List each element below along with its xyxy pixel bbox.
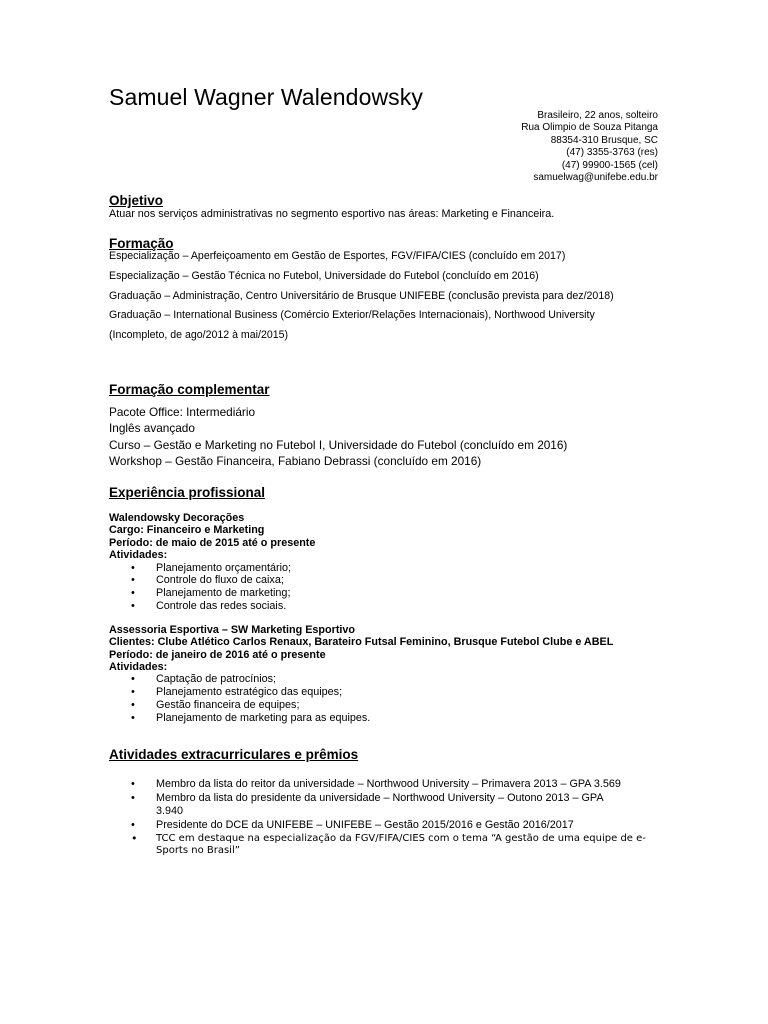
- complementary-section: [109, 382, 669, 470]
- contact-city: 88354-310 Brusque, SC: [550, 134, 658, 146]
- list-item: • Presidente do DCE da UNIFEBE – UNIFEBE – Gestão 2015/2016 e Gestão 2016/2017: [109, 819, 661, 832]
- extracurricular-heading: Atividades extracurriculares e prêmios: [109, 747, 359, 762]
- list-item: • Captação de patrocínios;: [109, 673, 669, 686]
- education-item: Graduação – International Business (Comércio Exterior/Relações Internacionais), Northwood University (Incompleto, de ago/2012 à mai/2015): [109, 309, 595, 342]
- list-item: • Controle do fluxo de caixa;: [109, 574, 669, 587]
- job-activities-label: Atividades:: [109, 661, 168, 674]
- complementary-heading: Formação complementar: [109, 382, 270, 397]
- job-company: Assessoria Esportiva – SW Marketing Esportivo: [109, 623, 356, 636]
- job-activities-list: [109, 673, 669, 724]
- job-period: Período: de maio de 2015 até o presente: [109, 536, 316, 549]
- complementary-item: Workshop – Gestão Financeira, Fabiano Debrassi (concluído em 2016): [109, 454, 482, 469]
- education-item: Graduação – Administração, Centro Universitário de Brusque UNIFEBE (conclusão prevista para dez/2018): [109, 289, 614, 302]
- complementary-item: Curso – Gestão e Marketing no Futebol I, Universidade do Futebol (concluído em 2016): [109, 437, 568, 452]
- complementary-item: Inglês avançado: [109, 421, 195, 436]
- job-role: Cargo: Financeiro e Marketing: [109, 524, 265, 537]
- list-item: • Planejamento de marketing para as equipes.: [109, 712, 669, 725]
- contact-street: Rua Olimpio de Souza Pitanga: [521, 122, 658, 134]
- candidate-name: Samuel Wagner Walendowsky: [109, 84, 423, 110]
- contact-phone-res: (47) 3355-3763 (res): [566, 147, 658, 159]
- list-item: • Membro da lista do reitor da universidade – Northwood University – Primavera 2013 – GPA 3.569: [109, 778, 661, 791]
- job-activities-list: [109, 562, 669, 613]
- list-item: • TCC em destaque na especialização da FGV/FIFA/CIES com o tema “A gestão de uma equipe de e-Sports no Brasil”: [109, 833, 661, 858]
- objective-text: Atuar nos serviços administrativas no segmento esportivo nas áreas: Marketing e Financeira.: [109, 208, 555, 220]
- education-item: Especialização – Aperfeiçoamento em Gestão de Esportes, FGV/FIFA/CIES (concluído em 2017): [109, 250, 566, 262]
- experience-heading: Experiência profissional: [109, 485, 266, 500]
- education-section: [109, 236, 669, 346]
- list-item: • Controle das redes sociais.: [109, 600, 669, 613]
- objective-heading: Objetivo: [109, 193, 164, 208]
- job-entry: [109, 624, 669, 725]
- education-heading: Formação: [109, 236, 174, 251]
- list-item: • Membro da lista do presidente da universidade – Northwood University – Outono 2013 – GPA 3.940: [109, 792, 661, 817]
- list-item: • Planejamento de marketing;: [109, 587, 669, 600]
- extracurricular-list: [109, 778, 661, 858]
- list-item: • Gestão financeira de equipes;: [109, 699, 669, 712]
- objective-section: [109, 193, 669, 221]
- contact-email: samuelwag@unifebe.edu.br: [533, 172, 658, 184]
- contact-block: [521, 110, 658, 184]
- contact-phone-cel: (47) 99900-1565 (cel): [561, 159, 658, 171]
- job-period: Período: de janeiro de 2016 até o presente: [109, 648, 326, 661]
- experience-section: [109, 485, 669, 725]
- extracurricular-section: [109, 747, 669, 860]
- job-activities-label: Atividades:: [109, 549, 168, 562]
- job-entry: [109, 512, 669, 613]
- list-item: • Planejamento orçamentário;: [109, 562, 669, 575]
- complementary-item: Pacote Office: Intermediário: [109, 405, 256, 419]
- list-item: • Planejamento estratégico das equipes;: [109, 686, 669, 699]
- job-clients: Clientes: Clube Atlético Carlos Renaux, Barateiro Futsal Feminino, Brusque Futebol Clube e ABEL: [109, 636, 614, 649]
- contact-personal: Brasileiro, 22 anos, solteiro: [537, 110, 658, 121]
- education-item: Especialização – Gestão Técnica no Futebol, Universidade do Futebol (concluído em 2016): [109, 269, 539, 282]
- job-company: Walendowsky Decorações: [109, 512, 245, 524]
